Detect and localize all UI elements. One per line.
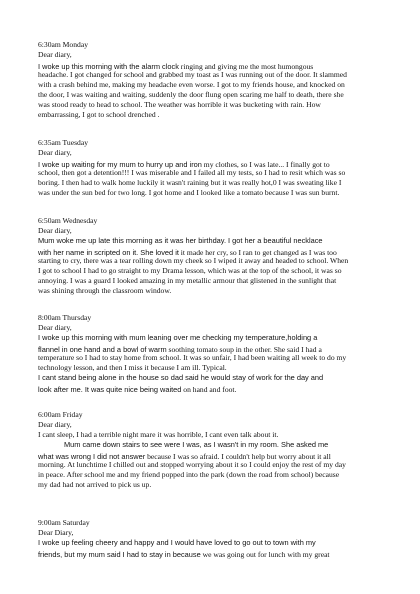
- entry-line: [38, 548, 330, 558]
- entry-line-sans: I woke up waiting for my mum to hurry up and iron: [38, 160, 202, 169]
- entry-line-serif: ringing and giving me the most humongous: [178, 62, 314, 71]
- entry-line: headache. I got changed for school and grabbed my toast as I was running out of the door. It slammed: [38, 70, 347, 79]
- entry-line: boring. I then had to walk home luckily it wasn't raining but it was really hot,0 I was sweating like I: [38, 178, 342, 187]
- entry-line-sans: with her name in scripted on it. She loved it: [38, 248, 179, 257]
- entry-line-serif: soothing tomato soup in the other. She said I had a: [166, 345, 322, 354]
- entry-line: I got to school I had to go straight to my Drama lesson, which was at the top of the school, it was so: [38, 266, 342, 275]
- entry-line: in peace. After school me and my friend popped into the park (down the road from school) because: [38, 470, 340, 479]
- entry-line: Mum came down stairs to see were I was, as I wasn't in my room. She asked me: [64, 440, 329, 449]
- entry-line: [38, 60, 313, 70]
- entry-line: I woke up this morning with mum leaning over me checking my temperature,holding a: [38, 333, 318, 342]
- entry-line-sans: what was wrong I did not answer: [38, 452, 146, 461]
- entry-line-sans: I woke up this morning with the alarm clock: [38, 62, 179, 71]
- entry-line-sans: friends, but my mum said I had to stay in because: [38, 550, 201, 559]
- entry-time: 8:00am Thursday: [38, 313, 92, 322]
- entry-line: I woke up feeling cheery and happy and I would have loved to go out to town with my: [38, 538, 316, 547]
- entry-time: 6:50am Wednesday: [38, 216, 98, 225]
- entry-line: [38, 450, 331, 460]
- entry-line: [38, 343, 322, 353]
- entry-line: [38, 158, 330, 168]
- entry-greeting: Dear diary,: [38, 50, 72, 59]
- entry-line: annoying. I was a guard I looked amazing in my metallic armour that glistened in the sunlight that: [38, 276, 337, 285]
- entry-line: technology lesson, and then I miss it because I am ill. Typical.: [38, 363, 227, 372]
- entry-time: 6:00am Friday: [38, 410, 83, 419]
- entry-greeting: Dear Diary,: [38, 528, 74, 537]
- entry-line: embarrassing, I got to school drenched .: [38, 110, 160, 119]
- entry-greeting: Dear diary,: [38, 226, 72, 235]
- entry-line-serif: my clothes, so I was late... I finally got to: [201, 160, 330, 169]
- entry-line: Mum woke me up late this morning as it was her birthday. I got her a beautiful necklace: [38, 236, 323, 245]
- entry-time: 9:00am Saturday: [38, 518, 90, 527]
- entry-greeting: Dear diary,: [38, 148, 72, 157]
- entry-line-sans: look after me. It was quite nice being waited: [38, 385, 182, 394]
- entry-line: the door, I was waiting and waiting, suddenly the door flung open scaring me half to death, there she: [38, 90, 344, 99]
- entry-line: was stood ready to head to school. The weather was horrible it was bucketing with rain. How: [38, 100, 321, 109]
- entry-line: I cant sleep, I had a terrible night mare it was horrible, I cant even talk about it.: [38, 430, 279, 439]
- entry-line: was shining through the classroom window.: [38, 286, 172, 295]
- entry-greeting: Dear diary,: [38, 323, 72, 332]
- entry-line: [38, 246, 337, 256]
- entry-line-sans: flannel in one hand and a bowl of warm: [38, 345, 167, 354]
- entry-line-serif: on hand and foot.: [181, 385, 237, 394]
- entry-time: 6:30am Monday: [38, 40, 88, 49]
- entry-line-serif: because I was so afraid. I couldn't help but worry about it all: [145, 452, 331, 461]
- entry-line: temperature so I had to stay home from school. It was so unfair, I had been waiting all week to do my: [38, 353, 347, 362]
- entry-line-serif: we was going out for lunch with my great: [200, 550, 330, 559]
- entry-line: with a crash behind me, making my headache even worse. I got to my friends house, and knocked on: [38, 80, 345, 89]
- entry-line: morning. At lunchtime I chilled out and stopped worrying about it so I could enjoy the rest of my day: [38, 460, 346, 469]
- entry-line: [38, 383, 236, 393]
- entry-greeting: Dear diary,: [38, 420, 72, 429]
- entry-line: I cant stand being alone in the house so dad said he would stay of work for the day and: [38, 373, 324, 382]
- entry-time: 6:35am Tuesday: [38, 138, 88, 147]
- entry-line: school, then got a detention!!! I was miserable and I failed all my tests, so I had to resit which was so: [38, 168, 346, 177]
- entry-line: my dad had not arrived to pick us up.: [38, 480, 152, 489]
- entry-line-serif: it made her cry, so I ran to get changed as I was too: [178, 248, 337, 257]
- entry-line: was under the sun bed for two long. I got home and I looked like a tomato because I was sun burnt.: [38, 188, 340, 197]
- entry-line: starting to cry, there was a tear rolling down my cheek so I wiped it away and headed to school. When: [38, 256, 349, 265]
